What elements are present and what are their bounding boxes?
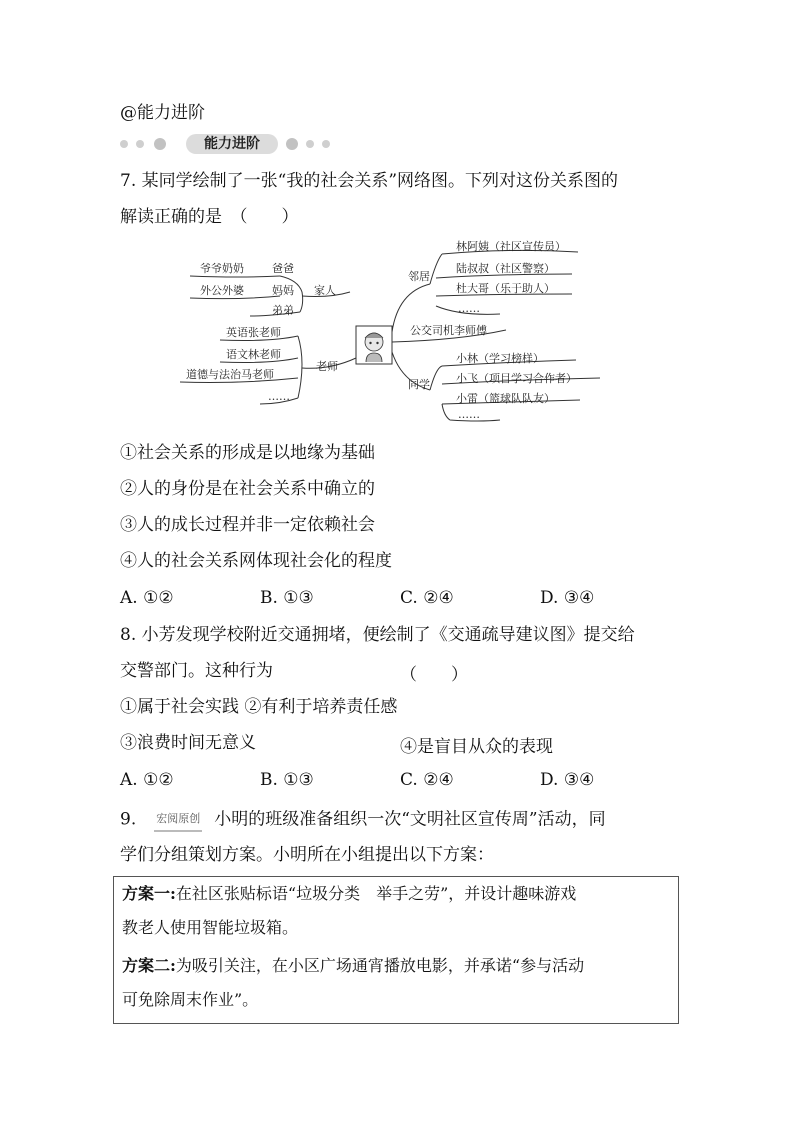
plan2-line1: 方案二:为吸引关注，在小区广场通宵播放电影，并承诺“参与活动 bbox=[122, 956, 585, 975]
q7-option-c[interactable]: C. ②④ bbox=[400, 588, 454, 608]
q8-option-d[interactable]: D. ③④ bbox=[540, 770, 595, 790]
diagram-family-mom: 妈妈 bbox=[272, 284, 294, 297]
diagram-neighbor-ellipsis: …… bbox=[458, 302, 480, 315]
diagram-neighbor-lu: 陆叔叔（社区警察） bbox=[456, 262, 555, 275]
section-banner bbox=[120, 134, 340, 154]
banner-dot-icon bbox=[286, 138, 298, 150]
diagram-family-label: 家人 bbox=[314, 284, 336, 297]
q7-option-b[interactable]: B. ①③ bbox=[260, 588, 314, 608]
student-avatar-icon bbox=[365, 333, 383, 362]
diagram-neighbor-label: 邻居 bbox=[408, 270, 430, 283]
q7-statement-2: ②人的身份是在社会关系中确立的 bbox=[120, 479, 375, 499]
q9-stem-line2: 学们分组策划方案。小明所在小组提出以下方案： bbox=[120, 845, 494, 865]
diagram-neighbor-lin: 林阿姨（社区宣传员） bbox=[456, 240, 566, 253]
diagram-classmate-xiaolei: 小雷（篮球队队友） bbox=[456, 392, 555, 405]
q8-option-b[interactable]: B. ①③ bbox=[260, 770, 314, 790]
section-heading: @能力进阶 bbox=[120, 103, 205, 123]
q7-statement-4: ④人的社会关系网体现社会化的程度 bbox=[120, 551, 392, 571]
diagram-family-brother: 弟弟 bbox=[272, 304, 294, 317]
q7-statement-3: ③人的成长过程并非一定依赖社会 bbox=[120, 515, 375, 535]
banner-dot-icon bbox=[120, 140, 128, 148]
diagram-family-grandparents: 爷爷奶奶 bbox=[200, 262, 244, 275]
plan1-line2: 教老人使用智能垃圾箱。 bbox=[122, 918, 299, 937]
diagram-classmate-ellipsis: …… bbox=[458, 408, 480, 421]
q7-option-d[interactable]: D. ③④ bbox=[540, 588, 595, 608]
plan1-line1: 方案一:在社区张贴标语“垃圾分类 举手之劳”，并设计趣味游戏 bbox=[122, 884, 577, 903]
q9-number: 9. bbox=[120, 809, 137, 830]
diagram-teacher-ellipsis: …… bbox=[268, 390, 290, 403]
diagram-teacher-chinese: 语文林老师 bbox=[226, 348, 281, 361]
q8-option-a[interactable]: A. ①② bbox=[120, 770, 174, 790]
plan2-label: 方案二: bbox=[122, 956, 176, 975]
banner-dot-icon bbox=[322, 140, 330, 148]
diagram-teacher-morality: 道德与法治马老师 bbox=[186, 368, 274, 381]
q7-stem-line1: 7. 某同学绘制了一张“我的社会关系”网络图。下列对这份关系图的 bbox=[120, 171, 619, 191]
plans-box bbox=[113, 876, 679, 1024]
diagram-neighbor-du: 杜大哥（乐于助人） bbox=[456, 282, 555, 295]
diagram-teacher-label: 老师 bbox=[316, 360, 338, 373]
original-stamp: 宏阅原创 bbox=[154, 808, 202, 832]
banner-dot-icon bbox=[306, 140, 314, 148]
diagram-family-dad: 爸爸 bbox=[272, 262, 294, 275]
q8-stem-line2: 交警部门。这种行为 bbox=[120, 661, 273, 681]
q8-option-c[interactable]: C. ②④ bbox=[400, 770, 454, 790]
diagram-classmate-xiaolin: 小林（学习榜样） bbox=[456, 352, 544, 365]
social-relations-diagram bbox=[180, 232, 620, 432]
q7-stem-line2: 解读正确的是 （ ） bbox=[120, 207, 299, 227]
q8-stem-line1: 8. 小芳发现学校附近交通拥堵，便绘制了《交通疏导建议图》提交给 bbox=[120, 625, 635, 645]
banner-label: 能力进阶 bbox=[186, 134, 278, 154]
plan2-line2: 可免除周末作业”。 bbox=[122, 990, 259, 1009]
q8-statements-1-2: ①属于社会实践 ②有利于培养责任感 bbox=[120, 697, 398, 717]
q7-option-a[interactable]: A. ①② bbox=[120, 588, 174, 608]
q7-statement-1: ①社会关系的形成是以地缘为基础 bbox=[120, 443, 375, 463]
q9-stem-line1 bbox=[120, 808, 606, 832]
diagram-bus-driver: 公交司机李师傅 bbox=[410, 324, 487, 337]
banner-dot-icon bbox=[136, 140, 144, 148]
diagram-teacher-english: 英语张老师 bbox=[226, 326, 281, 339]
banner-dot-icon bbox=[154, 138, 166, 150]
q8-statement-4: ④是盲目从众的表现 bbox=[400, 737, 553, 757]
diagram-family-maternal-grandparents: 外公外婆 bbox=[200, 284, 244, 297]
q9-stem-text: 小明的班级准备组织一次“文明社区宣传周”活动，同 bbox=[214, 809, 606, 830]
diagram-classmate-label: 同学 bbox=[408, 378, 430, 391]
diagram-classmate-xiaofei: 小飞（项目学习合作者） bbox=[456, 372, 577, 385]
plan1-label: 方案一: bbox=[122, 884, 176, 903]
q8-statement-3: ③浪费时间无意义 bbox=[120, 733, 256, 753]
q8-answer-paren: （ ） bbox=[400, 665, 468, 685]
